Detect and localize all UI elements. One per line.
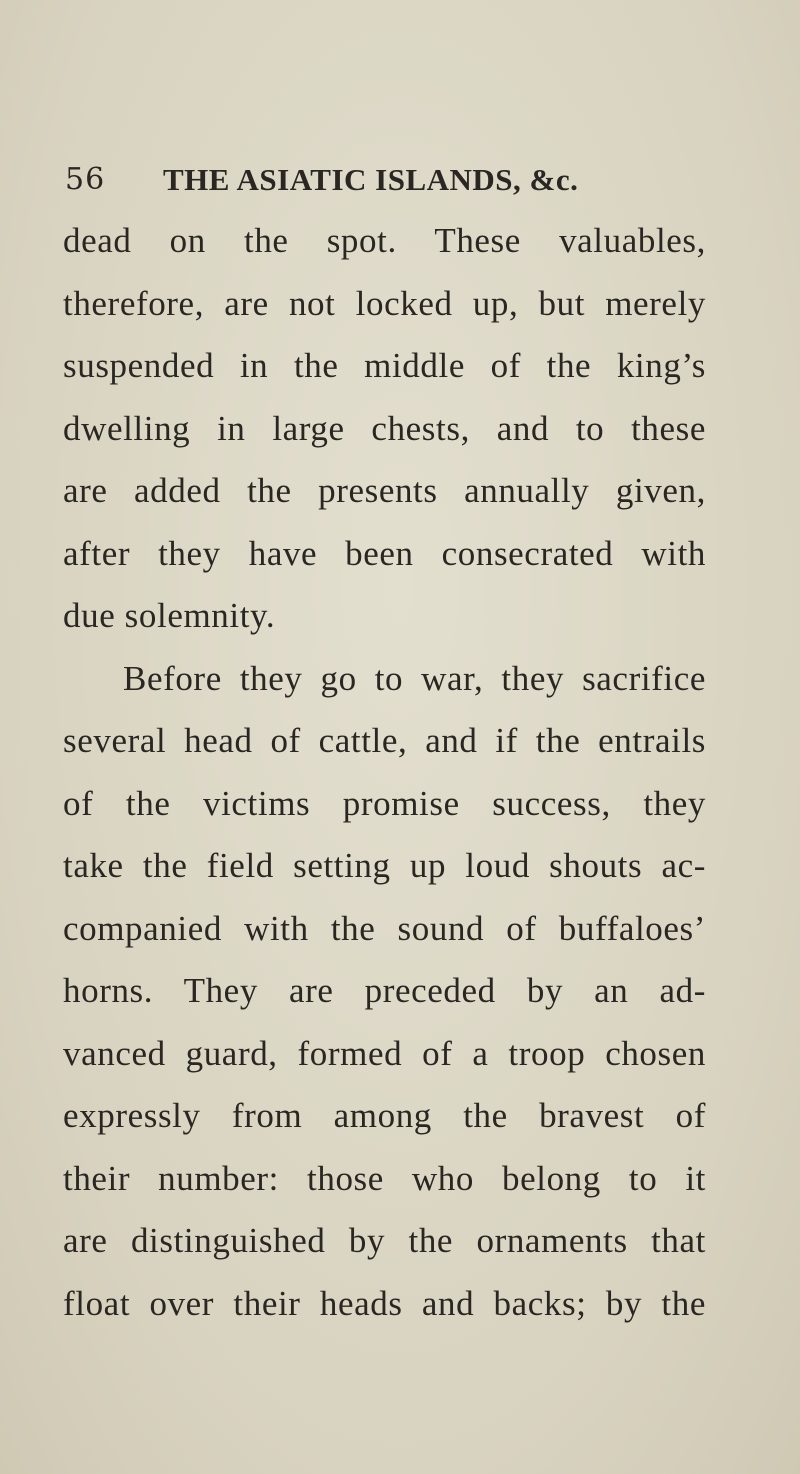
text-line: of the victims promise success, they [63,783,706,823]
text-line: suspended in the middle of the king’s [63,346,706,385]
text-line: their number: those who belong to it [63,1158,706,1198]
text-line: are added the presents annually given, [63,471,706,510]
text-line: several head of cattle, and if the entrails [63,721,706,760]
text-line: vanced guard, formed of a troop chosen [63,1033,706,1073]
text-line: expressly from among the bravest of [63,1096,706,1135]
text-line: float over their heads and backs; by the [63,1283,706,1323]
text-line: therefore, are not locked up, but merely [63,283,706,323]
text-line: horns. They are preceded by an ad- [63,971,706,1010]
text-line: take the field setting up loud shouts ac- [63,846,706,885]
paragraph-2 [63,648,706,1336]
text-line: due solemnity. [63,596,276,635]
page-header [65,160,705,200]
text-line: Before they go to war, they sacrifice [123,658,706,698]
page-number: 56 [65,162,106,197]
paragraph-1 [63,210,706,648]
text-line: after they have been consecrated with [63,533,706,573]
body-text [63,210,706,1335]
running-title: THE ASIATIC ISLANDS, &c. [163,162,579,197]
text-line: dead on the spot. These valuables, [63,221,706,260]
text-line: are distinguished by the ornaments that [63,1221,706,1260]
text-line: companied with the sound of buffaloes’ [63,908,706,948]
text-line: dwelling in large chests, and to these [63,408,706,448]
